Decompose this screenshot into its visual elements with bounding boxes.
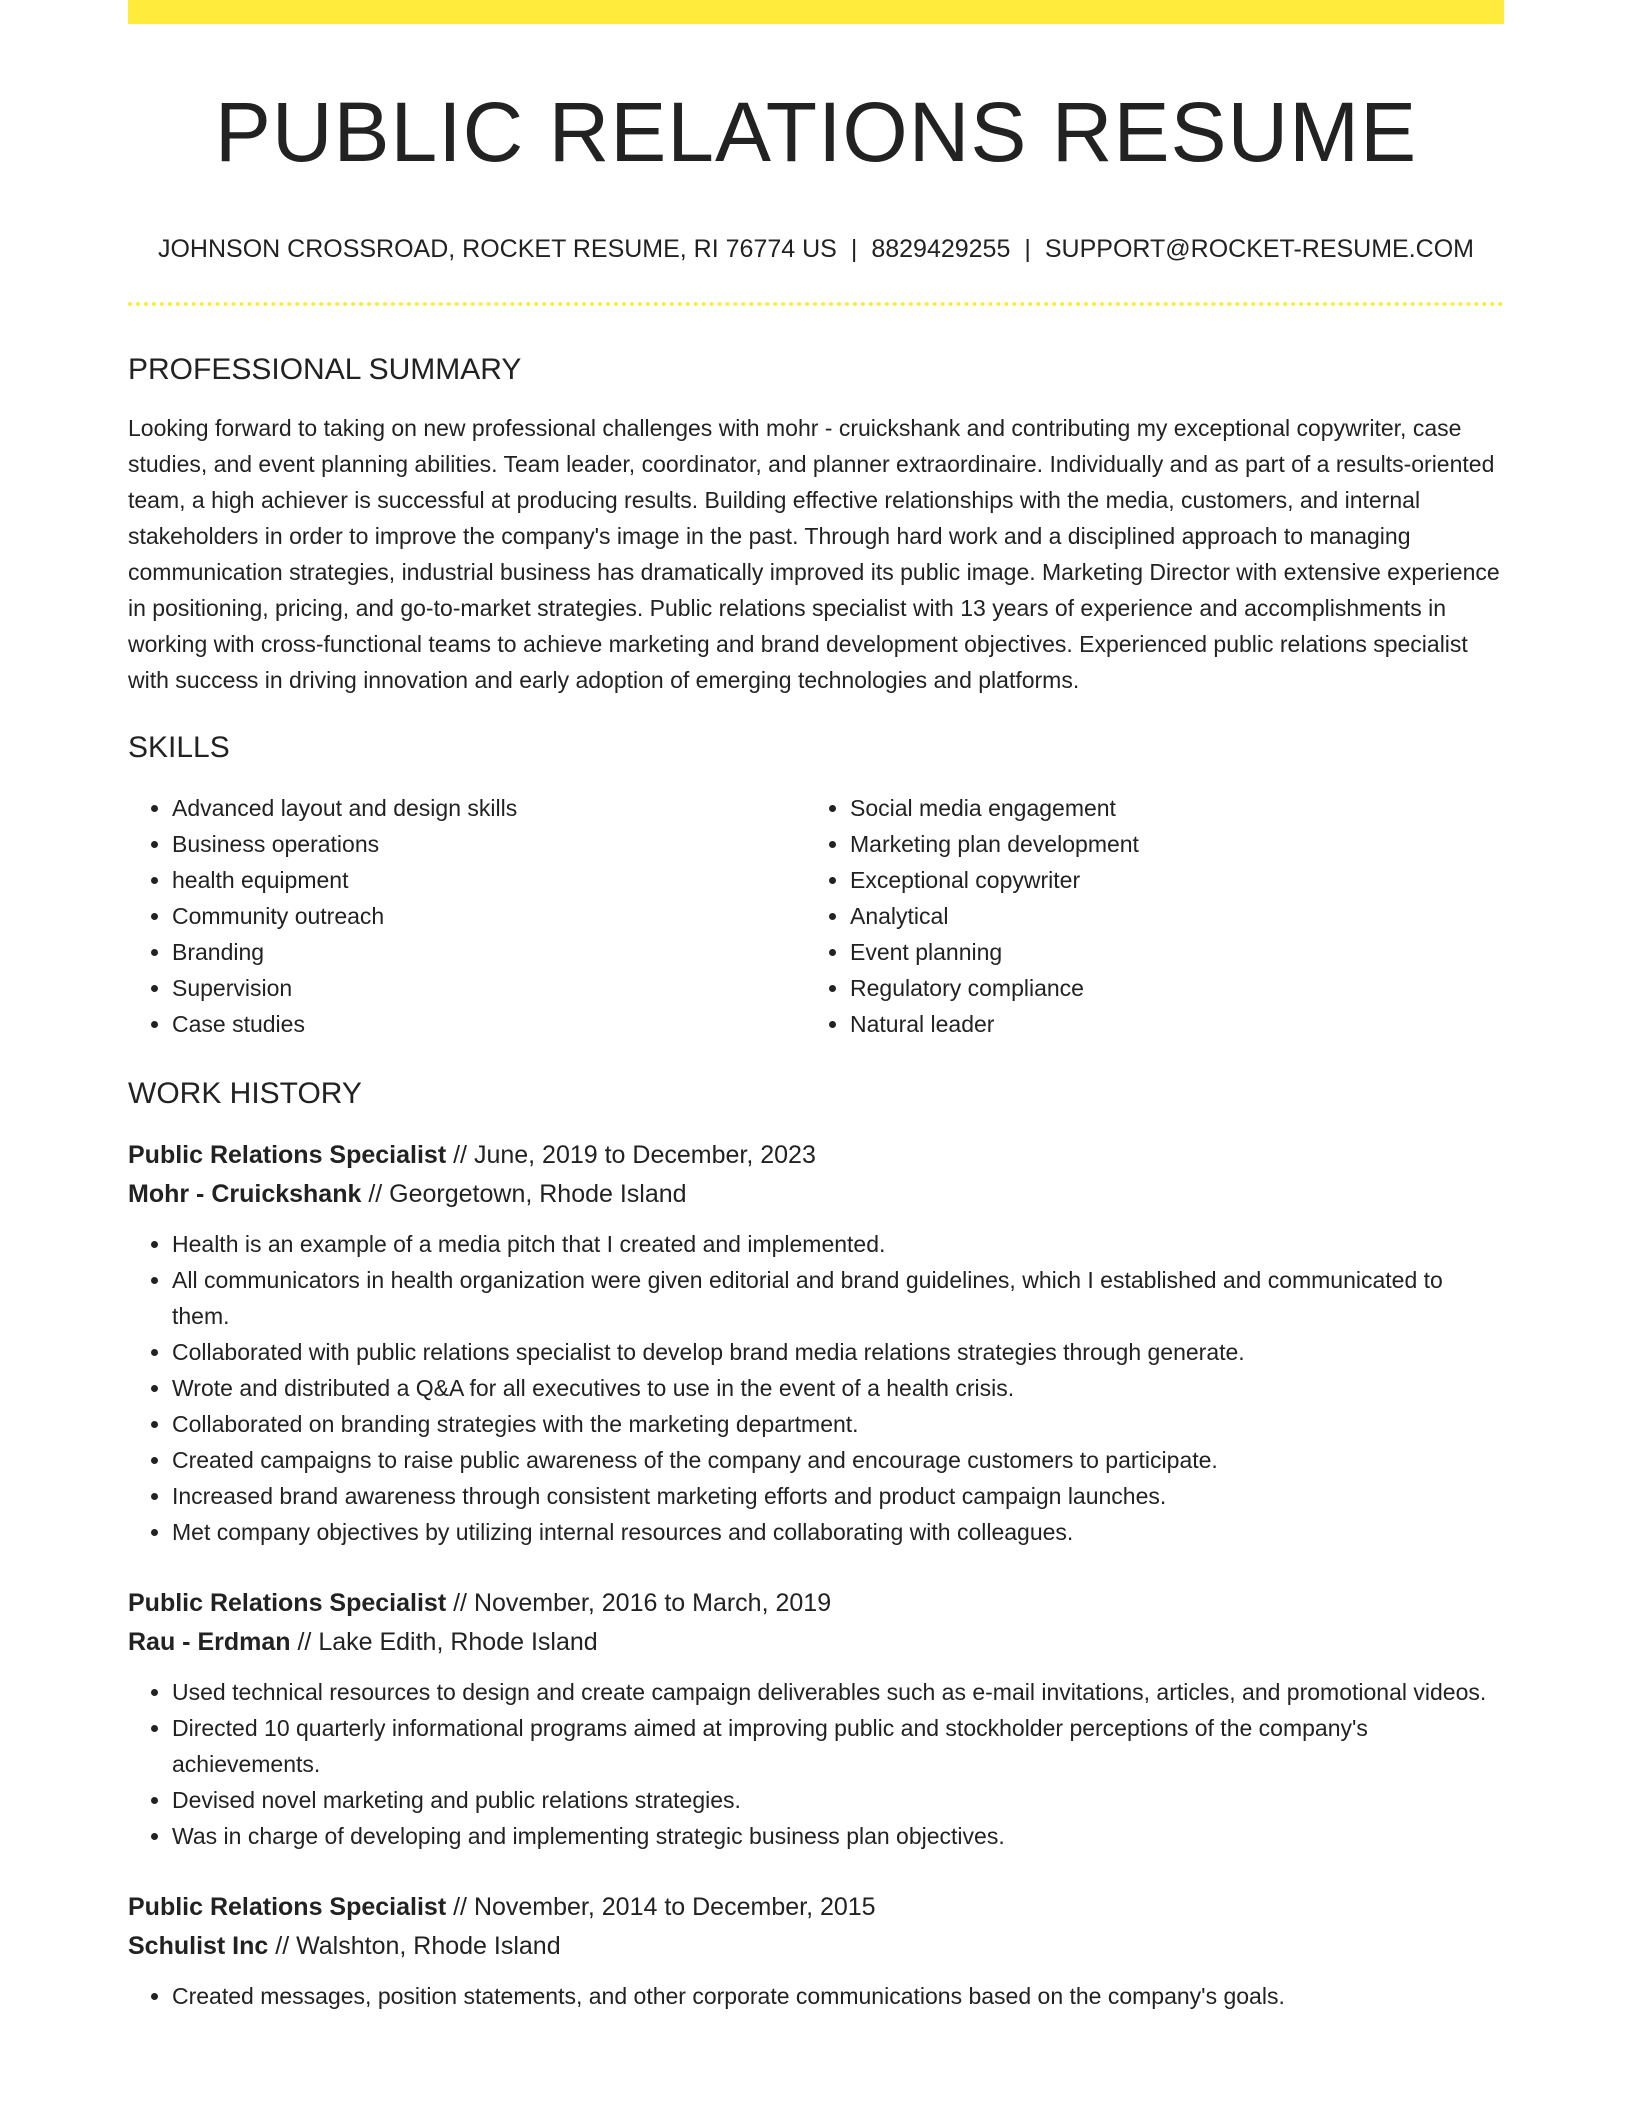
job-bullet: • Health is an example of a media pitch that I created and implemented. xyxy=(172,1226,1504,1262)
job-title-line xyxy=(128,1888,1504,1927)
resume-title: PUBLIC RELATIONS RESUME xyxy=(214,85,1418,179)
job-bullet: • Created messages, position statements, and other corporate communications based on the company's goals. xyxy=(172,1978,1504,2014)
skill-item: • health equipment xyxy=(172,862,806,898)
job-bullet: • Collaborated on branding strategies with the marketing department. xyxy=(172,1406,1504,1442)
job-entry xyxy=(128,1136,1504,1550)
job-bullets xyxy=(128,1674,1504,1854)
job-title-line xyxy=(128,1584,1504,1623)
job-bullet: • Directed 10 quarterly informational programs aimed at improving public and stockholder perceptions of the company's achievements. xyxy=(172,1710,1504,1782)
skills-grid xyxy=(128,790,1504,1042)
job-location: // Lake Edith, Rhode Island xyxy=(290,1628,598,1656)
skills-column-right xyxy=(806,790,1484,1042)
skills-column-left xyxy=(128,790,806,1042)
job-company: Mohr - Cruickshank xyxy=(128,1180,362,1208)
contact-email: SUPPORT@ROCKET-RESUME.COM xyxy=(1044,235,1475,263)
skill-item: • Social media engagement xyxy=(850,790,1484,826)
job-bullet: • Used technical resources to design and create campaign deliverables such as e-mail invitations, articles, and promotional videos. xyxy=(172,1674,1504,1710)
accent-bar xyxy=(128,0,1504,24)
job-company-line xyxy=(128,1175,1504,1214)
work-history-heading: WORK HISTORY xyxy=(128,1077,362,1110)
skill-item: • Exceptional copywriter xyxy=(850,862,1484,898)
contact-phone: 8829429255 xyxy=(871,235,1011,263)
skill-item: • Advanced layout and design skills xyxy=(172,790,806,826)
job-title: Public Relations Specialist xyxy=(128,1893,447,1921)
skill-item: • Business operations xyxy=(172,826,806,862)
job-location: // Walshton, Rhode Island xyxy=(268,1932,561,1960)
job-dates: // November, 2016 to March, 2019 xyxy=(446,1589,832,1617)
job-dates: // June, 2019 to December, 2023 xyxy=(446,1141,816,1169)
skill-item: • Branding xyxy=(172,934,806,970)
job-bullet: • Created campaigns to raise public awareness of the company and encourage customers to participate. xyxy=(172,1442,1504,1478)
job-entry xyxy=(128,1584,1504,1854)
job-company-line xyxy=(128,1623,1504,1662)
skill-item: • Event planning xyxy=(850,934,1484,970)
skill-item: • Marketing plan development xyxy=(850,826,1484,862)
skills-heading: SKILLS xyxy=(128,731,230,764)
contact-separator: | xyxy=(1024,235,1031,263)
summary-heading: PROFESSIONAL SUMMARY xyxy=(128,353,522,386)
job-entry xyxy=(128,1888,1504,2014)
contact-address: JOHNSON CROSSROAD, ROCKET RESUME, RI 76774 US xyxy=(157,235,837,263)
skill-item: • Natural leader xyxy=(850,1006,1484,1042)
contact-line xyxy=(128,232,1504,266)
job-bullet: • Met company objectives by utilizing internal resources and collaborating with colleagues. xyxy=(172,1514,1504,1550)
skill-item: • Community outreach xyxy=(172,898,806,934)
job-bullet: • Was in charge of developing and implementing strategic business plan objectives. xyxy=(172,1818,1504,1854)
job-title: Public Relations Specialist xyxy=(128,1141,447,1169)
contact-separator: | xyxy=(850,235,858,263)
job-bullet: • Increased brand awareness through consistent marketing efforts and product campaign launches. xyxy=(172,1478,1504,1514)
summary-text: Looking forward to taking on new professional challenges with mohr - cruickshank and contributing my exceptional copywriter, case studies, and event planning abilities. Team leader, coordinator, and planner extraordinaire. Individually and as part of a results-oriented team, a high achiever is successful at producing results. Building effective relationships with the media, customers, and internal stakeholders in order to improve the company's image in the past. Through hard work and a disciplined approach to managing communication strategies, industrial business has dramatically improved its public image. Marketing Director with extensive experience in positioning, pricing, and go-to-market strategies. Public relations specialist with 13 years of experience and accomplishments in working with cross-functional teams to achieve marketing and brand development objectives. Experienced public relations specialist with success in driving innovation and early adoption of emerging technologies and platforms. xyxy=(128,415,1500,693)
job-bullets xyxy=(128,1226,1504,1550)
job-title: Public Relations Specialist xyxy=(128,1589,447,1617)
job-company: Rau - Erdman xyxy=(128,1628,291,1656)
resume-page xyxy=(128,0,1504,2014)
job-location: // Georgetown, Rhode Island xyxy=(361,1180,687,1208)
job-company-line xyxy=(128,1927,1504,1966)
skill-item: • Analytical xyxy=(850,898,1484,934)
skill-item: • Case studies xyxy=(172,1006,806,1042)
skill-item: • Regulatory compliance xyxy=(850,970,1484,1006)
job-bullets xyxy=(128,1978,1504,2014)
skill-item: • Supervision xyxy=(172,970,806,1006)
job-company: Schulist Inc xyxy=(128,1932,269,1960)
job-bullet: • Collaborated with public relations specialist to develop brand media relations strategies through generate. xyxy=(172,1334,1504,1370)
job-title-line xyxy=(128,1136,1504,1175)
job-dates: // November, 2014 to December, 2015 xyxy=(446,1893,876,1921)
job-bullet: • Devised novel marketing and public relations strategies. xyxy=(172,1782,1504,1818)
job-bullet: • Wrote and distributed a Q&A for all executives to use in the event of a health crisis. xyxy=(172,1370,1504,1406)
job-bullet: • All communicators in health organization were given editorial and brand guidelines, which I established and communicated to them. xyxy=(172,1262,1504,1334)
dotted-divider xyxy=(128,302,1504,306)
